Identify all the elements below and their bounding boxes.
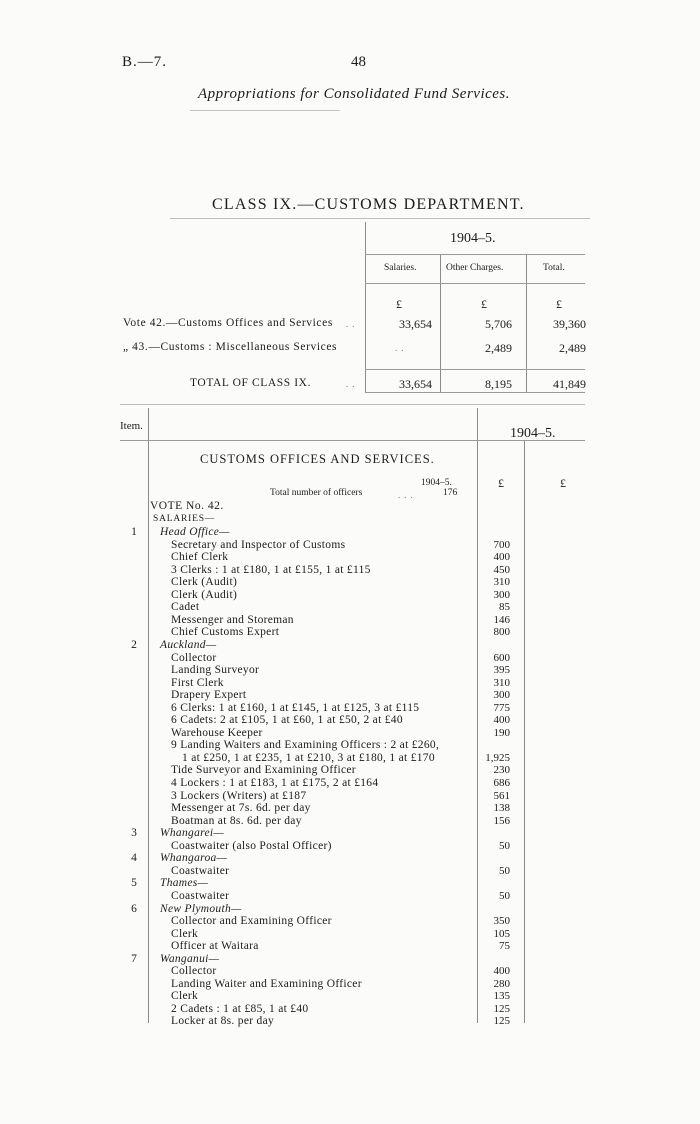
summary-total: 39,360 — [553, 317, 586, 331]
total-total: 41,849 — [553, 377, 586, 391]
divider — [190, 110, 340, 111]
summary-other: 2,489 — [485, 341, 512, 355]
divider — [365, 392, 585, 393]
item-number: 5 — [131, 877, 137, 890]
line-item-amount: 700 — [493, 538, 510, 551]
line-item-amount: 350 — [493, 915, 510, 928]
line-item-amount: 138 — [493, 802, 510, 815]
page-number: 48 — [351, 54, 366, 70]
column-rule — [526, 255, 527, 392]
line-item-text: Cadet — [171, 601, 200, 614]
column-rule — [440, 255, 441, 392]
line-item-text: Clerk — [171, 927, 199, 940]
currency-symbol: £ — [481, 297, 487, 311]
line-item-text: Boatman at 8s. 6d. per day — [171, 814, 302, 827]
line-item-text: Chief Customs Expert — [171, 626, 280, 639]
line-item-text: 3 Lockers (Writers) at £187 — [171, 789, 307, 802]
line-item-text: Officer at Waitara — [171, 940, 259, 953]
document-code: B.—7. — [122, 54, 168, 70]
line-item-text: Warehouse Keeper — [171, 726, 263, 739]
divider — [365, 283, 585, 284]
divider — [120, 404, 585, 405]
line-item-text: Chief Clerk — [171, 551, 229, 564]
item-number: 3 — [131, 827, 137, 840]
line-item-amount: 85 — [499, 601, 510, 614]
line-item-text: 1 at £250, 1 at £235, 1 at £210, 3 at £180, 1 at £170 — [182, 751, 435, 764]
line-item-amount: 125 — [493, 1015, 510, 1028]
leader-dots: .. — [346, 319, 359, 329]
office-heading: Whangarei— — [160, 827, 224, 840]
summary-total: 2,489 — [559, 341, 586, 355]
line-item-amount: 146 — [493, 613, 510, 626]
currency-symbol: £ — [498, 476, 504, 490]
line-item-text: Collector — [171, 965, 217, 978]
column-rule — [148, 408, 149, 1023]
line-item-amount: 600 — [493, 651, 510, 664]
summary-row-label: Vote 42.—Customs Offices and Services — [123, 317, 333, 329]
line-item-amount: 125 — [493, 1002, 510, 1015]
line-item-amount: 190 — [493, 726, 510, 739]
line-item-amount: 1,925 — [485, 751, 510, 764]
salaries-label: SALARIES— — [153, 514, 216, 524]
divider — [170, 218, 590, 219]
line-item-amount: 300 — [493, 588, 510, 601]
line-item-text: Coastwaiter (also Postal Officer) — [171, 839, 332, 852]
total-other: 8,195 — [485, 377, 512, 391]
item-number: 1 — [131, 526, 137, 538]
line-item-text: Coastwaiter — [171, 889, 230, 902]
summary-year: 1904–5. — [450, 231, 496, 246]
line-item-amount: 75 — [499, 940, 510, 953]
leader-dots: .. — [395, 343, 408, 353]
total-salaries: 33,654 — [399, 377, 432, 391]
line-item-text: Messenger and Storeman — [171, 613, 294, 626]
line-item-amount: 300 — [493, 689, 510, 702]
line-item-text: Collector — [171, 651, 217, 664]
leader-dots: .. — [346, 379, 359, 389]
line-item-amount: 135 — [493, 990, 510, 1003]
line-item-amount: 105 — [493, 927, 510, 940]
line-item-amount: 50 — [499, 889, 510, 902]
detail-year: 1904–5. — [510, 426, 556, 441]
section-title: CUSTOMS OFFICES AND SERVICES. — [200, 452, 435, 466]
currency-symbol: £ — [560, 476, 566, 490]
line-item-text: 6 Clerks: 1 at £160, 1 at £145, 1 at £125, 3 at £115 — [171, 701, 420, 714]
line-item-text: Landing Surveyor — [171, 664, 260, 677]
item-number: 4 — [131, 852, 137, 865]
line-item-text: Locker at 8s. per day — [171, 1015, 275, 1028]
col-header-total: Total. — [543, 263, 565, 273]
line-item-text: 3 Clerks : 1 at £180, 1 at £155, 1 at £115 — [171, 563, 371, 576]
summary-total-label: TOTAL OF CLASS IX. — [190, 377, 312, 389]
line-item-amount: 400 — [493, 965, 510, 978]
line-item-amount: 800 — [493, 626, 510, 639]
line-item-text: Clerk (Audit) — [171, 576, 238, 589]
summary-other: 5,706 — [485, 317, 512, 331]
column-rule — [365, 222, 366, 392]
divider — [365, 254, 585, 255]
office-heading: Wanganui— — [160, 952, 220, 965]
summary-salaries: 33,654 — [399, 317, 432, 331]
line-item-text: First Clerk — [171, 676, 224, 689]
line-item-text: Messenger at 7s. 6d. per day — [171, 802, 311, 815]
line-item-text: Clerk — [171, 990, 199, 1003]
line-item-amount: 450 — [493, 563, 510, 576]
line-item-text: Clerk (Audit) — [171, 588, 238, 601]
office-heading: Whangaroa— — [160, 852, 228, 865]
currency-symbol: £ — [396, 297, 402, 311]
line-item-amount: 156 — [493, 814, 510, 827]
line-item-amount: 310 — [493, 576, 510, 589]
line-item-amount: 395 — [493, 664, 510, 677]
line-item-text: Secretary and Inspector of Customs — [171, 538, 346, 551]
line-item-text: Tide Surveyor and Examining Officer — [171, 764, 356, 777]
item-number: 7 — [131, 952, 137, 965]
line-item-amount: 775 — [493, 701, 510, 714]
line-item-text: Landing Waiter and Examining Officer — [171, 977, 362, 990]
line-item-amount: 50 — [499, 864, 510, 877]
leader-dots: ... — [398, 490, 417, 500]
office-heading: Head Office— — [160, 526, 230, 538]
officers-label: Total number of officers — [270, 488, 363, 498]
currency-symbol: £ — [556, 297, 562, 311]
line-item-text: 6 Cadets: 2 at £105, 1 at £60, 1 at £50, 2 at £40 — [171, 714, 403, 727]
col-header-salaries: Salaries. — [384, 263, 417, 273]
page-subtitle: Appropriations for Consolidated Fund Services. — [198, 86, 511, 102]
line-item-amount: 400 — [493, 714, 510, 727]
line-item-amount: 686 — [493, 777, 510, 789]
line-item-text: 4 Lockers : 1 at £183, 1 at £175, 2 at £164 — [171, 777, 379, 789]
line-item-amount: 50 — [499, 839, 510, 852]
line-item-text: Collector and Examining Officer — [171, 915, 332, 928]
officers-year: 1904–5. — [421, 478, 452, 488]
class-title: CLASS IX.—CUSTOMS DEPARTMENT. — [212, 196, 525, 213]
line-item-amount: 310 — [493, 676, 510, 689]
line-item-amount: 561 — [493, 789, 510, 802]
column-rule — [524, 440, 525, 1023]
summary-row-label: „ 43.—Customs : Miscellaneous Services — [123, 341, 338, 353]
line-item-text: 9 Landing Waiters and Examining Officers : 2 at £260, — [171, 739, 440, 752]
line-item-text: 2 Cadets : 1 at £85, 1 at £40 — [171, 1002, 309, 1015]
office-heading: Thames— — [160, 877, 209, 890]
line-item-text: Coastwaiter — [171, 864, 230, 877]
item-number: 2 — [131, 638, 137, 651]
line-item-amount: 280 — [493, 977, 510, 990]
divider — [365, 369, 585, 370]
line-item-text: Drapery Expert — [171, 689, 247, 702]
officers-count: 176 — [443, 488, 458, 498]
item-number: 6 — [131, 902, 137, 915]
item-column-header: Item. — [120, 420, 143, 432]
office-heading: Auckland— — [160, 638, 217, 651]
line-item-amount: 230 — [493, 764, 510, 777]
col-header-other-charges: Other Charges. — [446, 263, 504, 273]
line-item-amount: 400 — [493, 551, 510, 564]
vote-label: VOTE No. 42. — [150, 500, 224, 512]
office-heading: New Plymouth— — [160, 902, 242, 915]
